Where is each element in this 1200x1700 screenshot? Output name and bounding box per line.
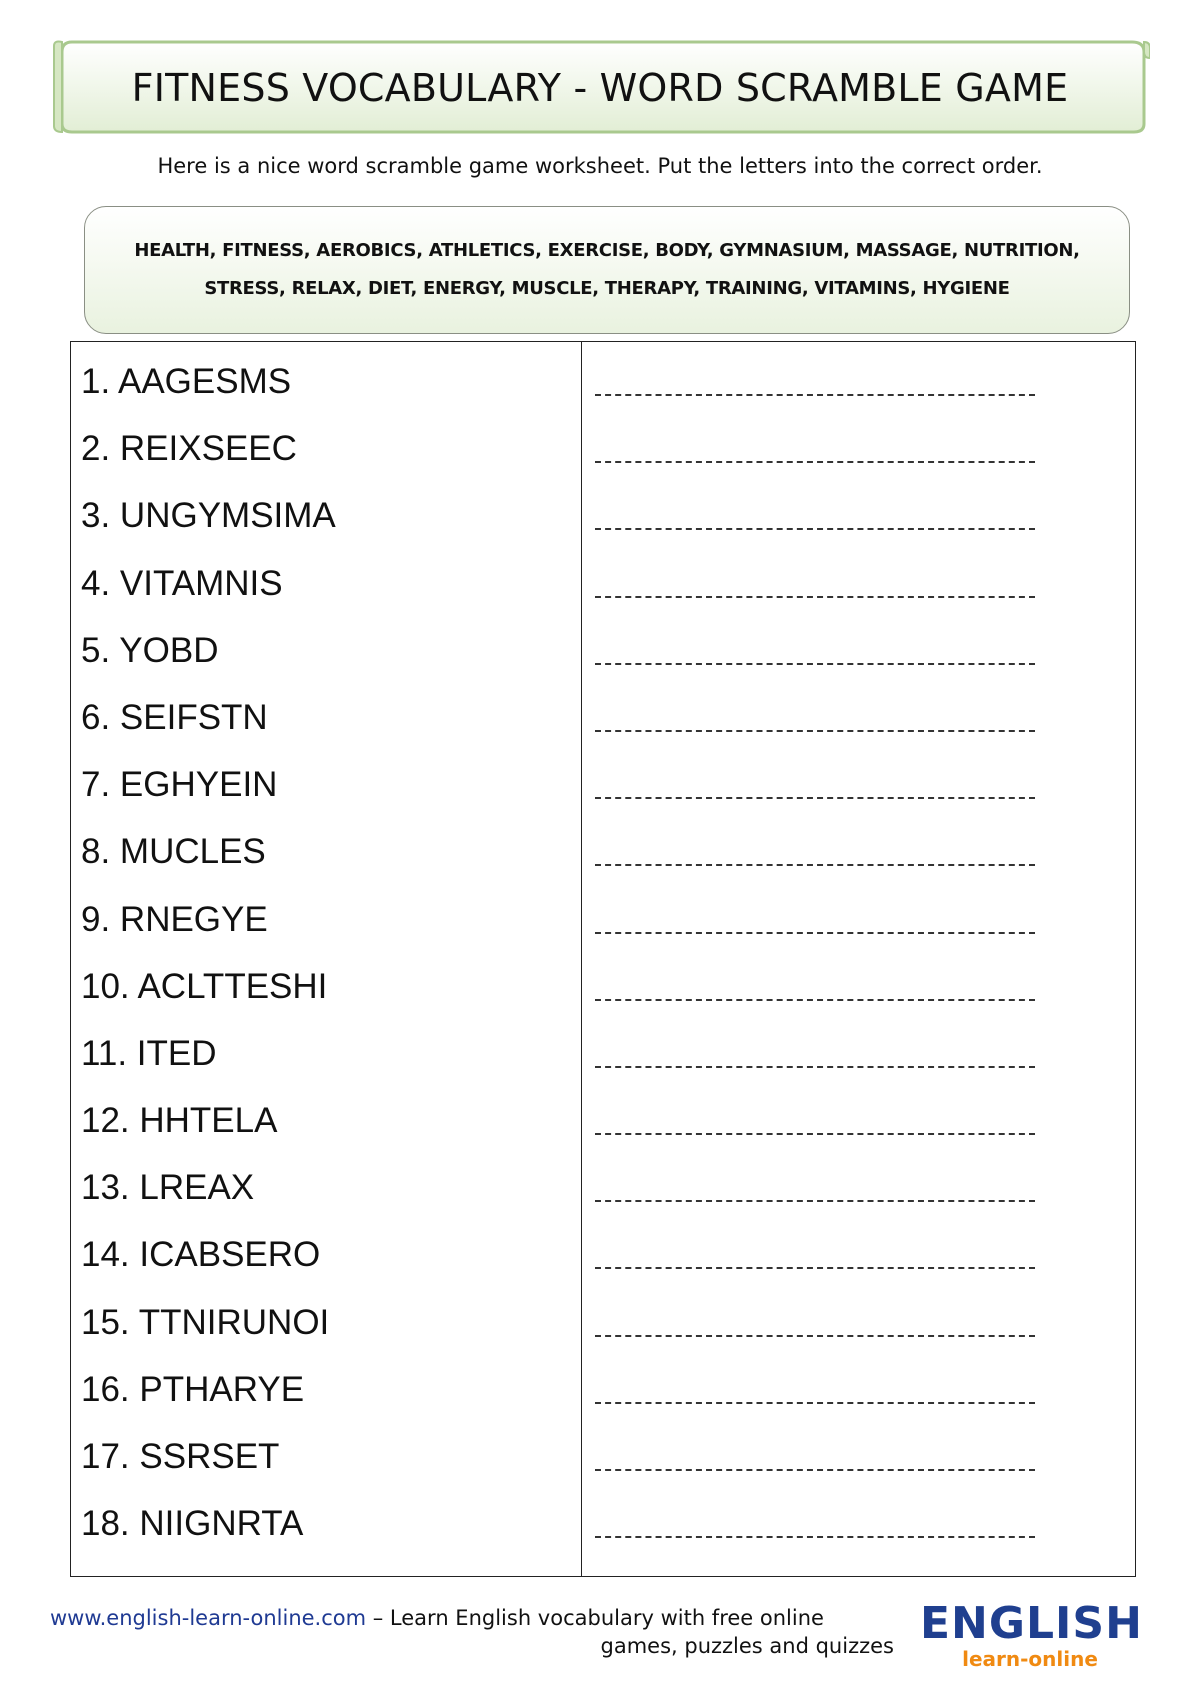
scramble-row [71, 1368, 1135, 1435]
scrambled-word: 7. EGHYEIN [81, 765, 278, 805]
scrambled-word: 10. ACLTTESHI [81, 966, 328, 1006]
scramble-row [71, 562, 1135, 629]
scramble-row [71, 629, 1135, 696]
scramble-row [71, 696, 1135, 763]
title-banner [50, 38, 1150, 138]
scrambled-word: 2. REIXSEEC [81, 429, 297, 469]
answer-line[interactable] [595, 1133, 1035, 1135]
answer-line[interactable] [595, 1402, 1035, 1404]
scrambled-word: 9. RNEGYE [81, 899, 268, 939]
answer-line[interactable] [595, 1200, 1035, 1202]
scrambled-word: 5. YOBD [81, 630, 219, 670]
answer-line[interactable] [595, 1335, 1035, 1337]
scramble-row [71, 1301, 1135, 1368]
answer-line[interactable] [595, 1536, 1035, 1538]
scramble-table [70, 341, 1136, 1577]
scramble-row [71, 898, 1135, 965]
scrambled-word: 16. PTHARYE [81, 1369, 305, 1409]
scrambled-word: 8. MUCLES [81, 832, 266, 872]
footer-text-2: games, puzzles and quizzes [600, 1634, 894, 1658]
answer-line[interactable] [595, 864, 1035, 866]
scrambled-word: 3. UNGYMSIMA [81, 496, 336, 536]
scrambled-word: 11. ITED [81, 1033, 217, 1073]
scrambled-word: 18. NIIGNRTA [81, 1504, 304, 1544]
logo-wordmark: ENGLISH [920, 1598, 1143, 1649]
footer-text-1: – Learn English vocabulary with free online [366, 1606, 824, 1630]
scramble-row [71, 1435, 1135, 1502]
scramble-row [71, 965, 1135, 1032]
footer-line-1 [50, 1604, 900, 1632]
scrambled-word: 1. AAGESMS [81, 362, 292, 401]
scramble-row [71, 1166, 1135, 1233]
answer-line[interactable] [595, 999, 1035, 1001]
scramble-rows [71, 360, 1135, 1569]
scramble-row [71, 360, 1135, 427]
answer-line[interactable] [595, 1267, 1035, 1269]
footer [50, 1604, 900, 1660]
scramble-row [71, 494, 1135, 561]
brand-logo [920, 1598, 1143, 1672]
scramble-row [71, 763, 1135, 830]
answer-line[interactable] [595, 730, 1035, 732]
answer-line[interactable] [595, 596, 1035, 598]
scrambled-word: 4. VITAMNIS [81, 563, 283, 603]
answer-line[interactable] [595, 932, 1035, 934]
answer-line[interactable] [595, 797, 1035, 799]
word-bank-box [84, 206, 1130, 334]
scramble-row [71, 1099, 1135, 1166]
scramble-row [71, 830, 1135, 897]
answer-line[interactable] [595, 1469, 1035, 1471]
scramble-row [71, 1502, 1135, 1569]
answer-line[interactable] [595, 394, 1035, 396]
scrambled-word: 12. HHTELA [81, 1101, 278, 1141]
footer-link[interactable]: www.english-learn-online.com [50, 1606, 367, 1630]
word-bank-list: HEALTH, FITNESS, AEROBICS, ATHLETICS, EXERCISE, BODY, GYMNASIUM, MASSAGE, NUTRITION, STRESS, RELAX, DIET, ENERGY, MUSCLE, THERAPY, TRAINING, VITAMINS, HYGIENE [134, 240, 1080, 299]
answer-line[interactable] [595, 1066, 1035, 1068]
scrambled-word: 6. SEIFSTN [81, 697, 268, 737]
instructions: Here is a nice word scramble game worksheet. Put the letters into the correct order. [157, 154, 1043, 178]
scramble-row [71, 1233, 1135, 1300]
scramble-row [71, 1032, 1135, 1099]
scrambled-word: 14. ICABSERO [81, 1235, 321, 1275]
scrambled-word: 13. LREAX [81, 1168, 255, 1208]
page-title: FITNESS VOCABULARY - WORD SCRAMBLE GAME [131, 66, 1069, 110]
answer-line[interactable] [595, 461, 1035, 463]
logo-subtitle: learn-online [962, 1647, 1098, 1671]
scrambled-word: 17. SSRSET [81, 1437, 280, 1476]
scrambled-word: 15. TTNIRUNOI [81, 1302, 330, 1342]
answer-line[interactable] [595, 528, 1035, 530]
scramble-row [71, 427, 1135, 494]
answer-line[interactable] [595, 663, 1035, 665]
